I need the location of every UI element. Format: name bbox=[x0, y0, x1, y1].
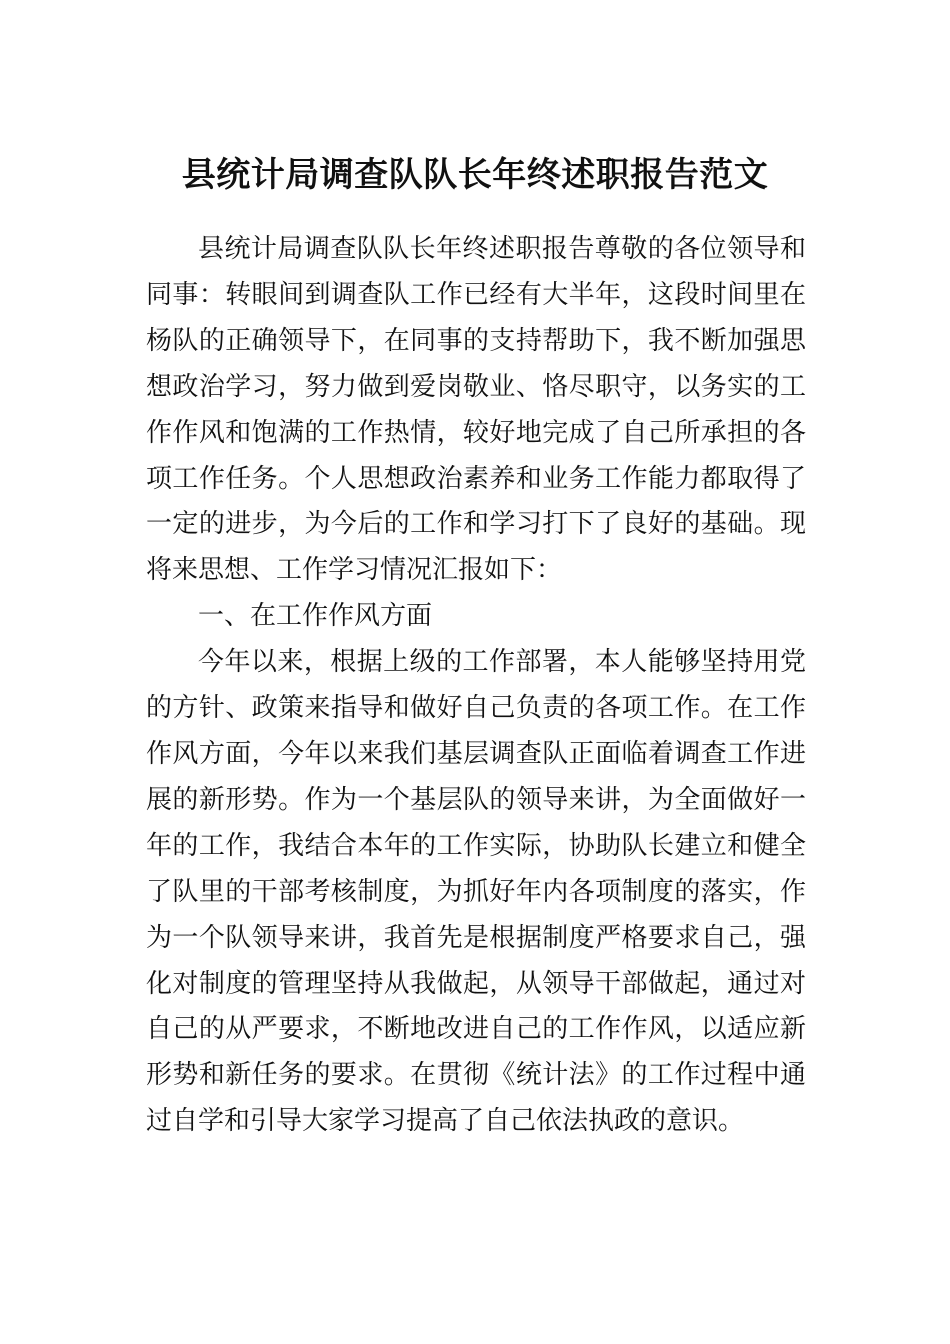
paragraph-intro: 县统计局调查队队长年终述职报告尊敬的各位领导和同事：转眼间到调查队工作已经有大半年，这段时间里在杨队的正确领导下，在同事的支持帮助下，我不断加强思想政治学习，努力做到爱岗敬业、恪尽职守，以务实的工作作风和饱满的工作热情，较好地完成了自己所承担的各项工作任务。个人思想政治素养和业务工作能力都取得了一定的进步，为今后的工作和学习打下了良好的基础。现将来思想、工作学习情况汇报如下： bbox=[146, 234, 806, 586]
section-heading-work-style: 一、在工作作风方面 bbox=[198, 601, 433, 632]
document-title: 县统计局调查队队长年终述职报告范文 bbox=[181, 154, 769, 195]
document-body bbox=[146, 227, 806, 1145]
paragraph-work-style: 今年以来，根据上级的工作部署，本人能够坚持用党的方针、政策来指导和做好自己负责的各项工作。在工作作风方面，今年以来我们基层调查队正面临着调查工作进展的新形势。作为一个基层队的领导来讲，为全面做好一年的工作，我结合本年的工作实际，协助队长建立和健全了队里的干部考核制度，为抓好年内各项制度的落实，作为一个队领导来讲，我首先是根据制度严格要求自己，强化对制度的管理坚持从我做起，从领导干部做起，通过对自己的从严要求，不断地改进自己的工作作风，以适应新形势和新任务的要求。在贯彻《统计法》的工作过程中通过自学和引导大家学习提高了自己依法执政的意识。 bbox=[146, 647, 806, 1137]
